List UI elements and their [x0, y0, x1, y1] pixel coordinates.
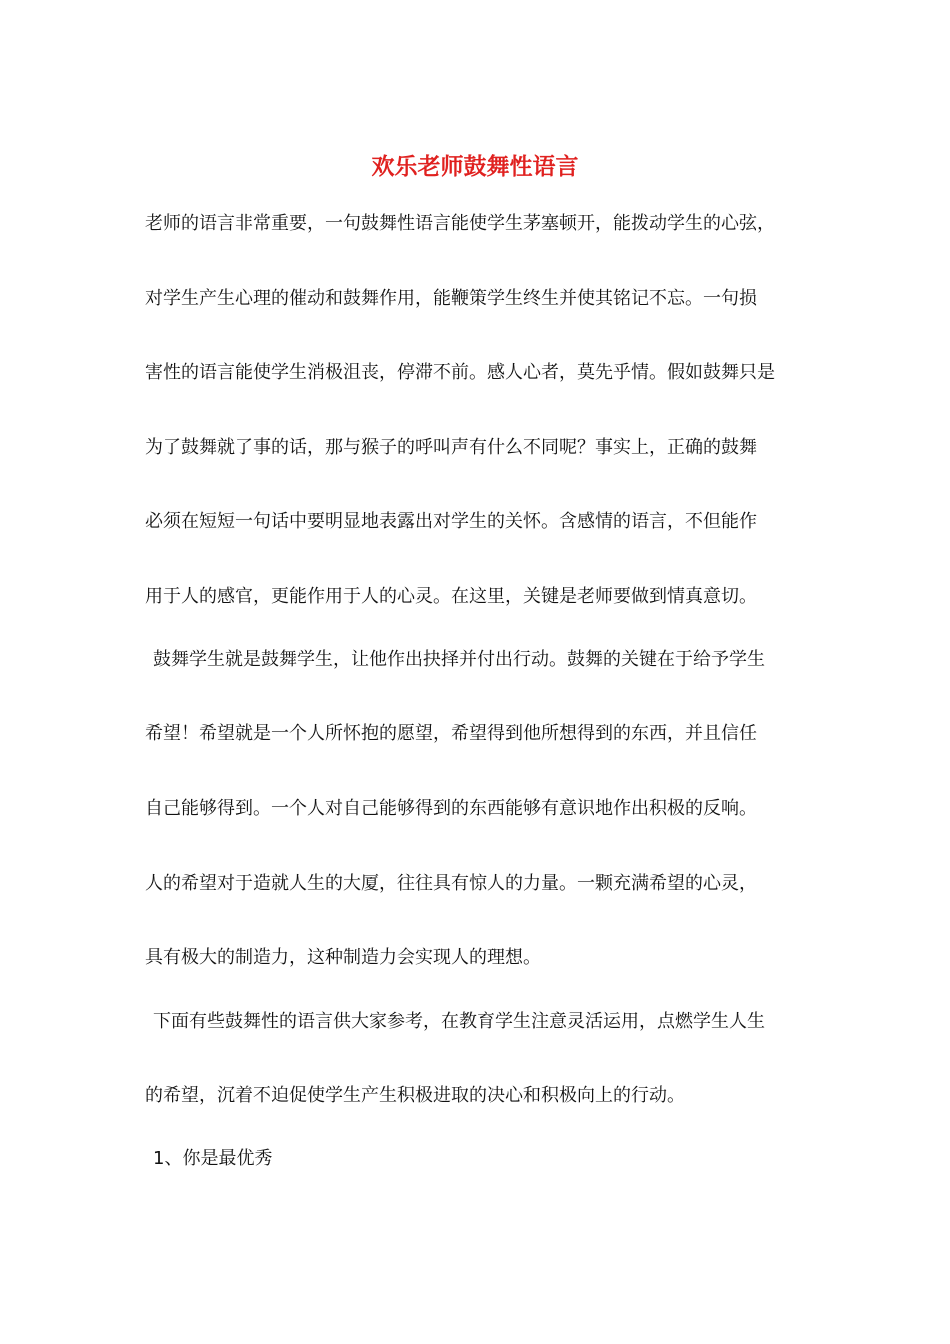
- list-item: 1、你是最优秀: [153, 1148, 273, 1169]
- paragraph-line: 下面有些鼓舞性的语言供大家参考，在教育学生注意灵活运用，点燃学生人生: [153, 1011, 765, 1032]
- paragraph-line: 的希望，沉着不迫促使学生产生积极进取的决心和积极向上的行动。: [145, 1085, 685, 1106]
- paragraph-line: 害性的语言能使学生消极沮丧，停滞不前。感人心者，莫先乎情。假如鼓舞只是: [145, 362, 775, 383]
- paragraph-line: 自己能够得到。一个人对自己能够得到的东西能够有意识地作出积极的反响。: [145, 798, 757, 819]
- paragraph-line: 必须在短短一句话中要明显地表露出对学生的关怀。含感情的语言，不但能作: [145, 511, 757, 532]
- paragraph-line: 人的希望对于造就人生的大厦，往往具有惊人的力量。一颗充满希望的心灵，: [145, 873, 757, 894]
- paragraph-line: 对学生产生心理的催动和鼓舞作用，能鞭策学生终生并使其铭记不忘。一句损: [145, 288, 757, 309]
- paragraph-line: 为了鼓舞就了事的话，那与猴子的呼叫声有什么不同呢？事实上，正确的鼓舞: [145, 437, 757, 458]
- paragraph-line: 用于人的感官，更能作用于人的心灵。在这里，关键是老师要做到情真意切。: [145, 586, 757, 607]
- document-title: 欢乐老师鼓舞性语言: [371, 153, 579, 180]
- paragraph-line: 老师的语言非常重要，一句鼓舞性语言能使学生茅塞顿开，能拨动学生的心弦，: [145, 213, 775, 234]
- paragraph-line: 希望！希望就是一个人所怀抱的愿望，希望得到他所想得到的东西，并且信任: [145, 723, 757, 744]
- paragraph-line: 具有极大的制造力，这种制造力会实现人的理想。: [145, 947, 541, 968]
- paragraph-line: 鼓舞学生就是鼓舞学生，让他作出抉择并付出行动。鼓舞的关键在于给予学生: [153, 649, 765, 670]
